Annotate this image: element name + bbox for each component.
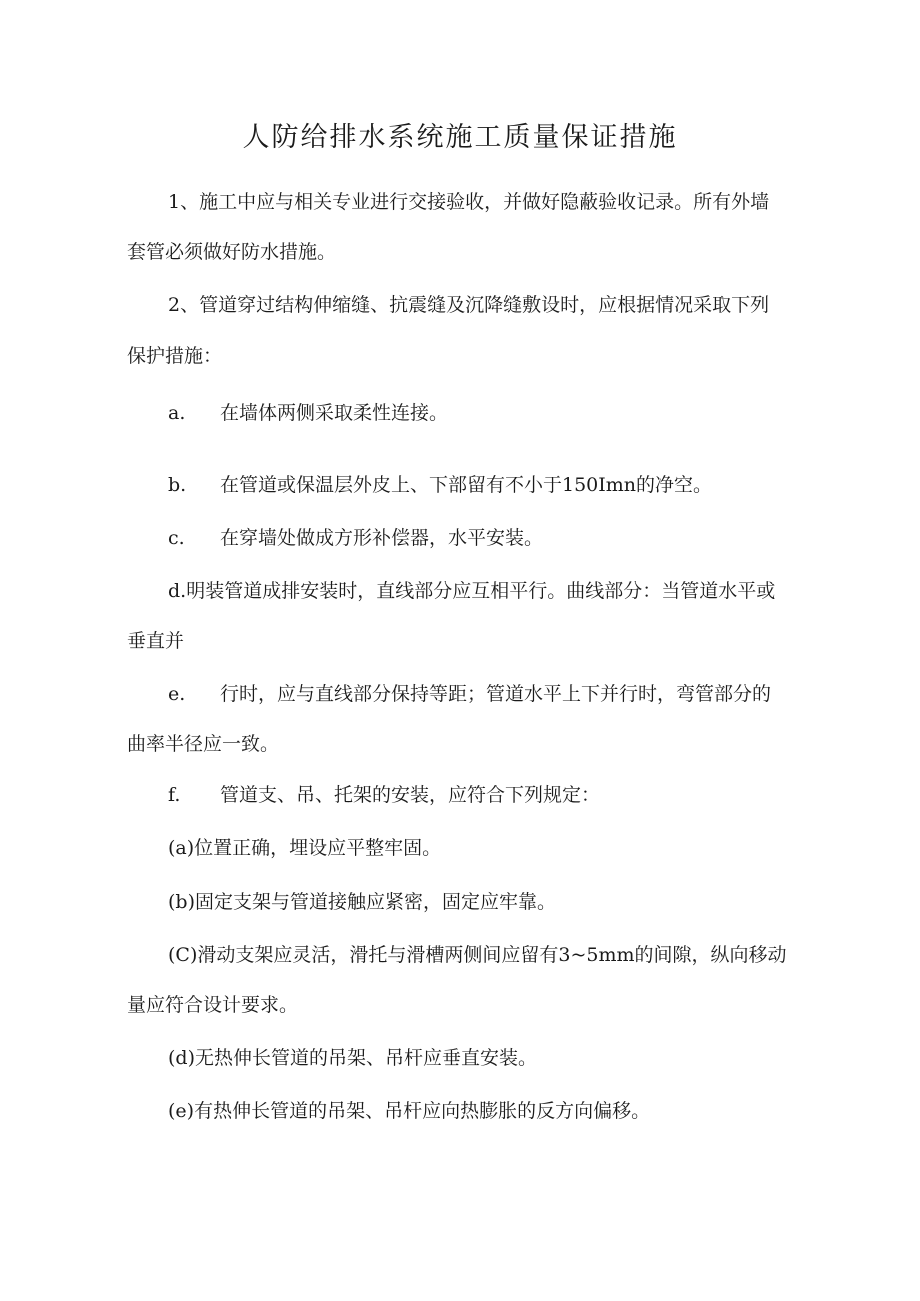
list-item-f-text: 管道支、吊、托架的安装，应符合下列规定： <box>220 784 601 806</box>
list-item-d-line-2: 垂直并 <box>127 630 185 652</box>
paragraph-2-line-2: 保护措施： <box>127 345 223 367</box>
paragraph-1-line-2: 套管必须做好防水措施。 <box>127 241 337 263</box>
list-item-a-label: a. <box>168 402 186 424</box>
list-item-d-line-1: d.明装管道成排安装时，直线部分应互相平行。曲线部分：当管道水平或 <box>168 580 776 602</box>
list-item-c-label: c. <box>168 527 185 549</box>
list-item-f-label: f. <box>168 784 181 806</box>
list-item-b-text: 在管道或保温层外皮上、下部留有不小于150Imn的净空。 <box>220 474 713 496</box>
sub-item-c-line-1: (C)滑动支架应灵活，滑托与滑槽两侧间应留有3~5mm的间隙，纵向移动 <box>168 944 787 966</box>
list-item-b-label: b. <box>168 474 187 496</box>
list-item-f <box>168 769 852 821</box>
list-item-e-label: e. <box>168 683 186 705</box>
list-item-e-line-2: 曲率半径应一致。 <box>127 733 280 755</box>
paragraph-1-line-1: 1、施工中应与相关专业进行交接验收，并做好隐蔽验收记录。所有外墙 <box>168 191 770 213</box>
sub-item-b: (b)固定支架与管道接触应紧密，固定应牢靠。 <box>168 891 556 913</box>
list-item-c-text: 在穿墙处做成方形补偿器，水平安装。 <box>220 527 544 549</box>
document-title: 人防给排水系统施工质量保证措施 <box>242 122 678 153</box>
list-item-e-text: 行时，应与直线部分保持等距；管道水平上下并行时，弯管部分的 <box>220 683 772 705</box>
sub-item-d: (d)无热伸长管道的吊架、吊杆应垂直安装。 <box>168 1047 537 1069</box>
list-item-a <box>168 387 852 439</box>
list-item-c <box>168 512 852 564</box>
sub-item-c-line-2: 量应符合设计要求。 <box>127 994 299 1016</box>
sub-item-e: (e)有热伸长管道的吊架、吊杆应向热膨胀的反方向偏移。 <box>168 1100 651 1122</box>
list-item-e-line-1 <box>168 668 852 720</box>
list-item-b <box>168 459 852 511</box>
list-item-a-text: 在墙体两侧采取柔性连接。 <box>220 402 449 424</box>
sub-item-a: (a)位置正确，埋设应平整牢固。 <box>168 837 442 859</box>
paragraph-2-line-1: 2、管道穿过结构伸缩缝、抗震缝及沉降缝敷设时，应根据情况采取下列 <box>168 294 770 316</box>
